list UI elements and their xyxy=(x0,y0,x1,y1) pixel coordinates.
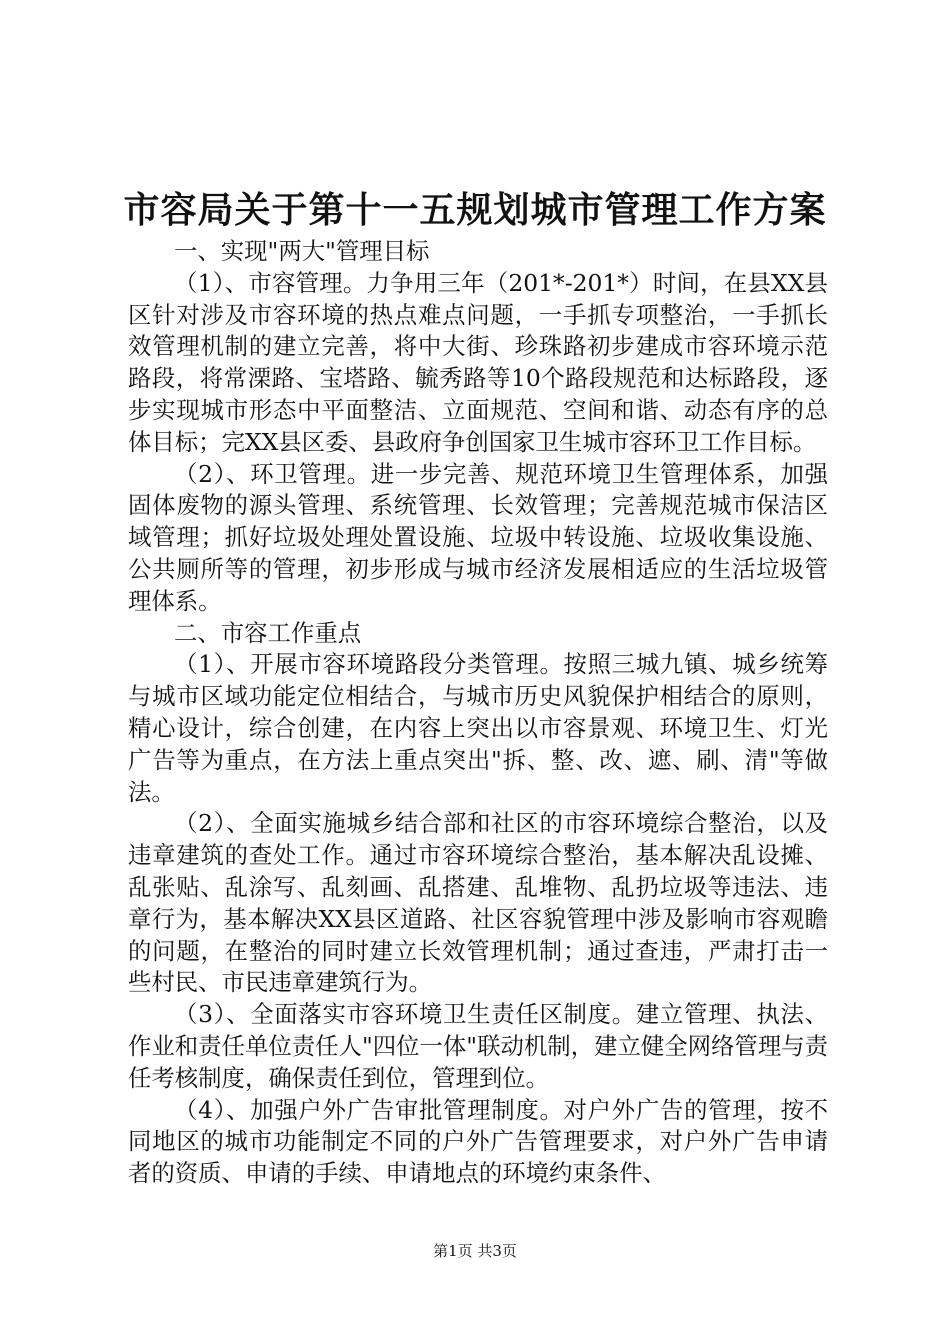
paragraph: （4）、加强户外广告审批管理制度。对户外广告的管理，按不同地区的城市功能制定不同的户外广告管理要求，对户外广告申请者的资质、申请的手续、申请地点的环境约束条件、 xyxy=(128,1095,828,1188)
section-heading: 一、实现"两大"管理目标 xyxy=(174,237,430,265)
document-body xyxy=(128,236,828,1190)
page-footer: 第1页 共3页 xyxy=(433,1242,517,1260)
paragraph: （1）、开展市容环境路段分类管理。按照三城九镇、城乡统筹与城市区域功能定位相结合，与城市历史风貌保护相结合的原则，精心设计，综合创建，在内容上突出以市容景观、环境卫生、灯光广告等为重点，在方法上重点突出"拆、整、改、遮、刷、清"等做法。 xyxy=(128,650,828,806)
paragraph: （1）、市容管理。力争用三年（201*-201*）时间，在县XX县区针对涉及市容环境的热点难点问题，一手抓专项整治，一手抓长效管理机制的建立完善，将中大街、珍珠路初步建成市容环境示范路段，将常溧路、宝塔路、毓秀路等10个路段规范和达标路段，逐步实现城市形态中平面整洁、立面规范、空间和谐、动态有序的总体目标；完XX县区委、县政府争创国家卫生城市容环卫工作目标。 xyxy=(128,268,828,456)
paragraph: （2）、全面实施城乡结合部和社区的市容环境综合整治，以及违章建筑的查处工作。通过市容环境综合整治，基本解决乱设摊、乱张贴、乱涂写、乱刻画、乱搭建、乱堆物、乱扔垃圾等违法、违章行为，基本解决XX县区道路、社区容貌管理中涉及影响市容观瞻的问题，在整治的同时建立长效管理机制；通过查违，严肃打击一些村民、市民违章建筑行为。 xyxy=(128,809,828,997)
document-title: 市容局关于第十一五规划城市管理工作方案 xyxy=(123,189,827,231)
section-heading: 二、市容工作重点 xyxy=(174,618,362,647)
paragraph: （3）、全面落实市容环境卫生责任区制度。建立管理、执法、作业和责任单位责任人"四位一体"联动机制，建立健全网络管理与责任考核制度，确保责任到位，管理到位。 xyxy=(128,1000,828,1092)
paragraph: （2）、环卫管理。进一步完善、规范环境卫生管理体系，加强固体废物的源头管理、系统管理、长效管理；完善规范城市保洁区域管理；抓好垃圾处理处置设施、垃圾中转设施、垃圾收集设施、公共厕所等的管理，初步形成与城市经济发展相适应的生活垃圾管理体系。 xyxy=(128,459,828,615)
